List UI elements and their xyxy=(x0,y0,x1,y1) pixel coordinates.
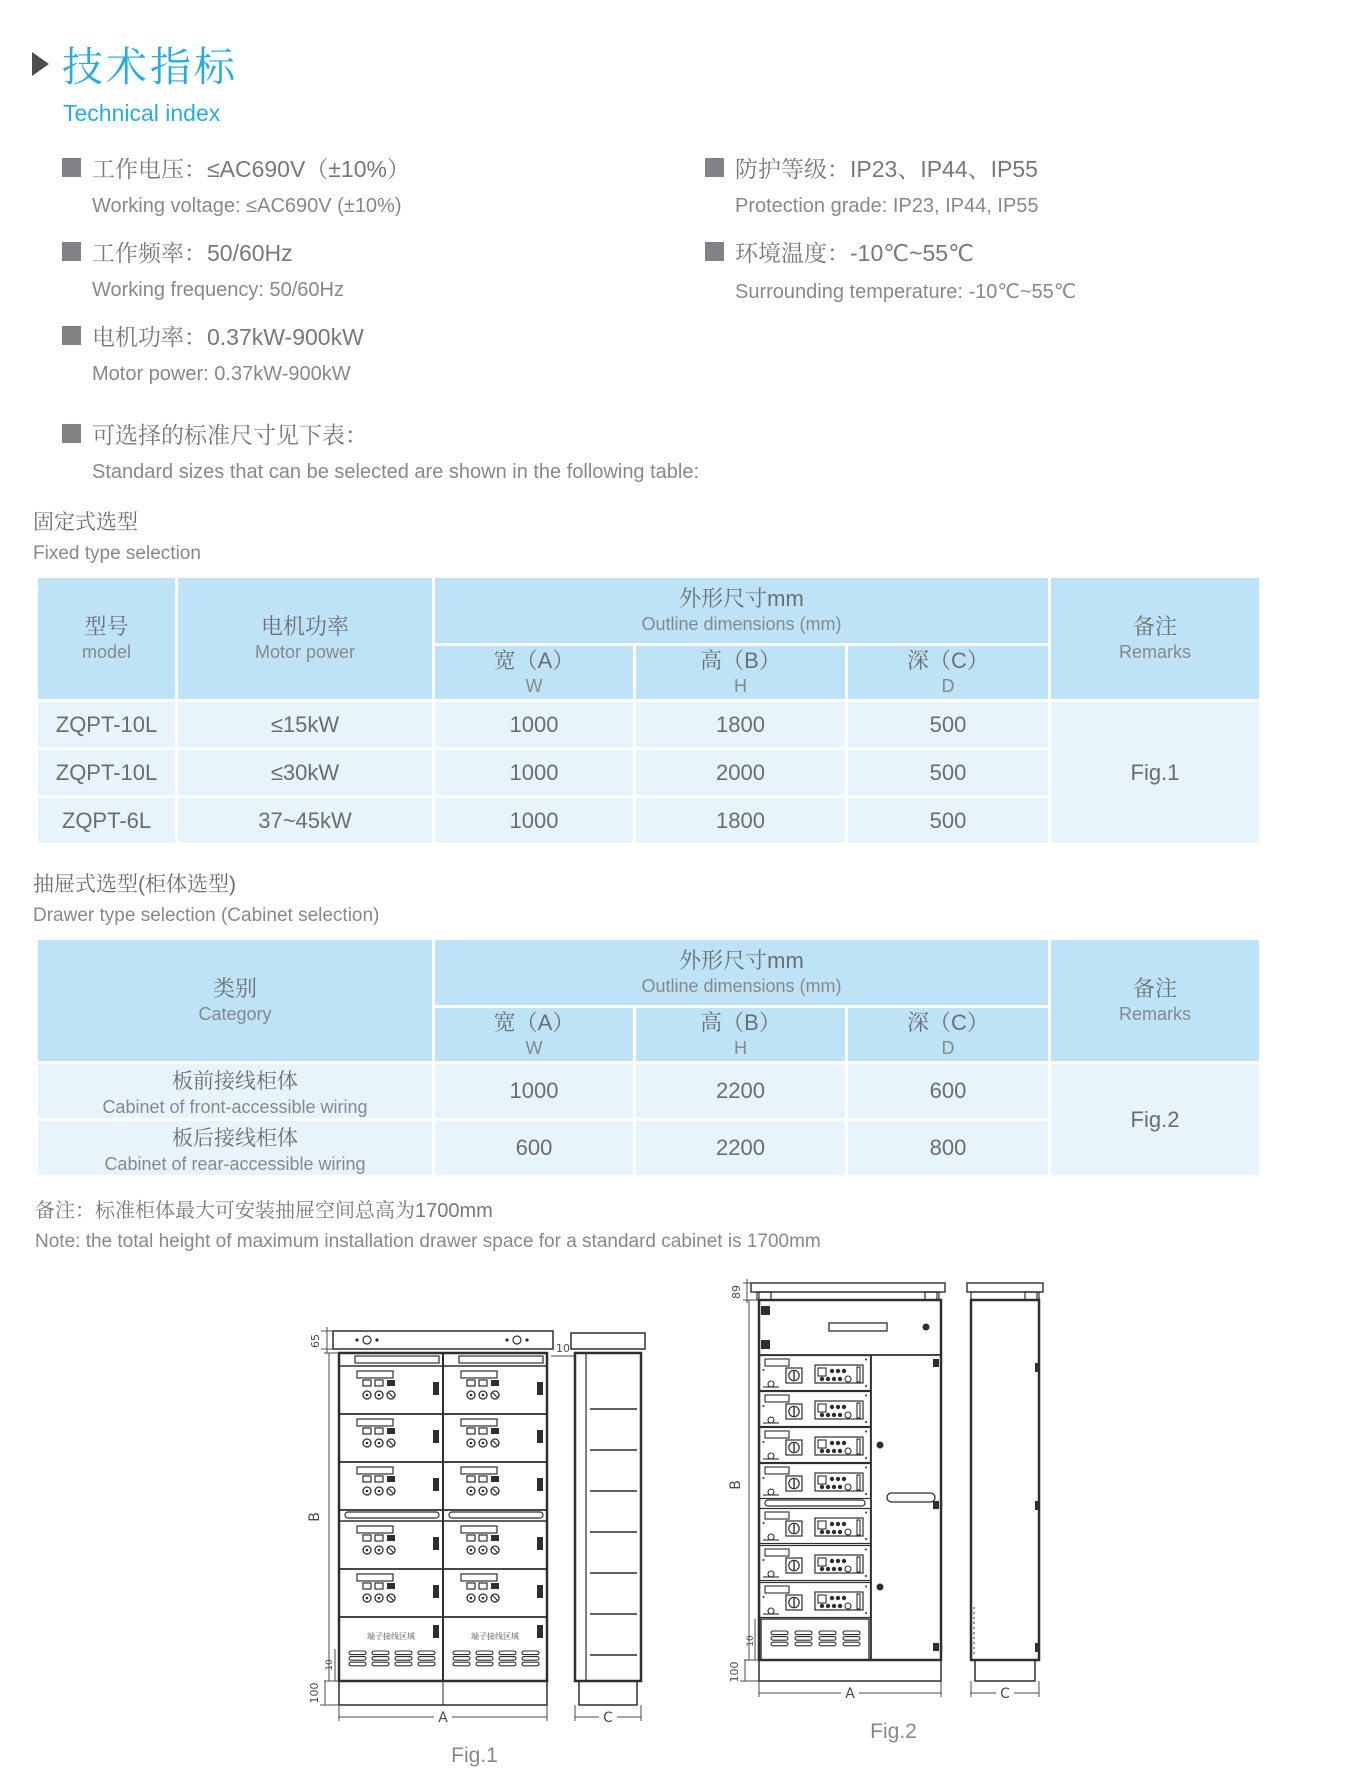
spec-text-en: Working frequency: 50/60Hz xyxy=(92,279,344,301)
cell-height: 1800 xyxy=(635,701,847,749)
spec-list xyxy=(62,151,1357,403)
dim-label-B: B xyxy=(306,1512,323,1522)
bullet-square-icon xyxy=(62,242,81,261)
col-header-height: 高（B） H xyxy=(635,645,847,701)
dim-label-10-vent: 10 xyxy=(324,1659,335,1671)
cell-width: 1000 xyxy=(434,797,635,845)
col-header-remarks: 备注 Remarks xyxy=(1050,577,1261,701)
fixed-type-table xyxy=(35,575,1262,846)
cell-category: 板前接线柜体 Cabinet of front-accessible wiring xyxy=(37,1063,434,1120)
spec-text-en: Protection grade: IP23, IP44, IP55 xyxy=(735,195,1039,217)
spec-text-zh: 电机功率：0.37kW-900kW xyxy=(92,324,364,350)
cell-model: ZQPT-10L xyxy=(37,749,177,797)
dim-label-65: 65 xyxy=(308,1334,322,1348)
cell-remark: Fig.1 xyxy=(1050,701,1261,845)
section-label-en: Drawer type selection (Cabinet selection) xyxy=(33,905,380,926)
spec-item-voltage xyxy=(62,151,705,218)
bullet-square-icon xyxy=(705,158,724,177)
spec-text-en: Surrounding temperature: -10℃~55℃ xyxy=(735,281,1077,303)
drawer-unit xyxy=(357,1371,543,1602)
spec-text-zh: 环境温度：-10℃~55℃ xyxy=(735,240,974,266)
dim-label-89: 89 xyxy=(729,1285,743,1299)
section-drawer-type xyxy=(33,868,1357,927)
dim-label-A: A xyxy=(437,1710,448,1726)
spec-item-temperature xyxy=(705,235,1357,304)
cell-width: 1000 xyxy=(434,1063,635,1120)
dim-label-10-vent: 10 xyxy=(745,1635,756,1647)
figures-row xyxy=(0,1267,1357,1768)
fig1-front-view xyxy=(333,1331,553,1705)
cell-height: 1800 xyxy=(635,797,847,845)
bullet-square-icon xyxy=(705,242,724,261)
spec-text-zh: 工作频率：50/60Hz xyxy=(92,240,293,266)
figure-fig2 xyxy=(729,1267,1059,1744)
terminal-area-label: 端子接线区域 xyxy=(470,1632,519,1641)
cell-height: 2000 xyxy=(635,749,847,797)
drawer-type-table xyxy=(35,937,1262,1178)
cell-height: 2200 xyxy=(635,1120,847,1177)
dim-label-A: A xyxy=(844,1686,855,1702)
spec-text-zh: 工作电压：≤AC690V（±10%） xyxy=(92,156,410,182)
bullet-square-icon xyxy=(62,424,81,443)
col-header-depth: 深（C） D xyxy=(847,645,1050,701)
fig1-caption: Fig.1 xyxy=(451,1744,498,1767)
fig2-drawing xyxy=(729,1267,1059,1707)
section-arrow-icon xyxy=(32,52,49,76)
col-header-motor-power: 电机功率 Motor power xyxy=(177,577,434,701)
spec-column-right xyxy=(705,151,1357,403)
page-header xyxy=(32,34,1357,127)
cell-model: ZQPT-10L xyxy=(37,701,177,749)
page-title: 技术指标 xyxy=(62,44,238,90)
vent-slots xyxy=(771,1631,860,1646)
terminal-area-label: 端子接线区域 xyxy=(366,1632,415,1641)
col-header-width: 宽（A） W xyxy=(434,1007,635,1063)
spec-text-en: Standard sizes that can be selected are shown in the following table: xyxy=(92,461,700,483)
fig2-front-view xyxy=(751,1283,945,1681)
cell-height: 2200 xyxy=(635,1063,847,1120)
bullet-square-icon xyxy=(62,326,81,345)
cell-category: 板后接线柜体 Cabinet of rear-accessible wiring xyxy=(37,1120,434,1177)
spec-text-zh: 防护等级：IP23、IP44、IP55 xyxy=(735,156,1038,182)
spec-item-protection-grade xyxy=(705,151,1357,218)
dim-label-B: B xyxy=(728,1480,744,1490)
drawer-unit xyxy=(759,1356,870,1618)
dim-label-100: 100 xyxy=(728,1661,741,1683)
cell-depth: 500 xyxy=(847,701,1050,749)
section-fixed-type xyxy=(33,506,1357,565)
fig2-caption: Fig.2 xyxy=(870,1720,917,1743)
col-header-outline-dimensions: 外形尺寸mm Outline dimensions (mm) xyxy=(434,939,1050,1007)
cell-width: 600 xyxy=(434,1120,635,1177)
spec-text-en: Motor power: 0.37kW-900kW xyxy=(92,363,351,385)
col-header-depth: 深（C） D xyxy=(847,1007,1050,1063)
dim-label-C: C xyxy=(602,1710,613,1726)
spec-text-en: Working voltage: ≤AC690V (±10%) xyxy=(92,195,402,217)
section-label-zh: 固定式选型 xyxy=(33,511,138,534)
col-header-width: 宽（A） W xyxy=(434,645,635,701)
cell-power: 37~45kW xyxy=(177,797,434,845)
dim-label-C: C xyxy=(999,1686,1010,1702)
cell-depth: 600 xyxy=(847,1063,1050,1120)
table-note xyxy=(35,1194,1357,1253)
section-label-en: Fixed type selection xyxy=(33,543,201,564)
spec-column-left xyxy=(62,151,705,403)
fig2-side-view xyxy=(967,1283,1043,1702)
fig1-side-view xyxy=(571,1333,645,1726)
cell-depth: 500 xyxy=(847,797,1050,845)
dim-label-100: 100 xyxy=(307,1682,321,1704)
table-row xyxy=(37,701,1261,749)
cell-depth: 500 xyxy=(847,749,1050,797)
dim-label-10: 10 xyxy=(555,1342,570,1355)
cell-remark: Fig.2 xyxy=(1050,1063,1261,1177)
spec-text-zh: 可选择的标准尺寸见下表： xyxy=(92,422,368,448)
cell-power: ≤30kW xyxy=(177,749,434,797)
cell-width: 1000 xyxy=(434,749,635,797)
note-zh: 备注：标准柜体最大可安装抽屉空间总高为1700mm xyxy=(35,1200,493,1222)
col-header-height: 高（B） H xyxy=(635,1007,847,1063)
cell-model: ZQPT-6L xyxy=(37,797,177,845)
spec-item-motor-power xyxy=(62,319,705,386)
cell-depth: 800 xyxy=(847,1120,1050,1177)
note-en: Note: the total height of maximum installation drawer space for a standard cabinet is 1700mm xyxy=(35,1231,821,1252)
col-header-outline-dimensions: 外形尺寸mm Outline dimensions (mm) xyxy=(434,577,1050,645)
figure-fig1 xyxy=(299,1313,651,1768)
col-header-remarks: 备注 Remarks xyxy=(1050,939,1261,1063)
spec-item-frequency xyxy=(62,235,705,302)
cell-width: 1000 xyxy=(434,701,635,749)
col-header-model: 型号 model xyxy=(37,577,177,701)
table-row xyxy=(37,1063,1261,1120)
bullet-square-icon xyxy=(62,158,81,177)
page-subtitle: Technical index xyxy=(63,100,221,126)
col-header-category: 类别 Category xyxy=(37,939,434,1063)
spec-item-standard-sizes xyxy=(62,417,1357,484)
section-label-zh: 抽屉式选型(柜体选型) xyxy=(33,873,236,896)
cell-power: ≤15kW xyxy=(177,701,434,749)
fig1-drawing xyxy=(299,1313,651,1731)
